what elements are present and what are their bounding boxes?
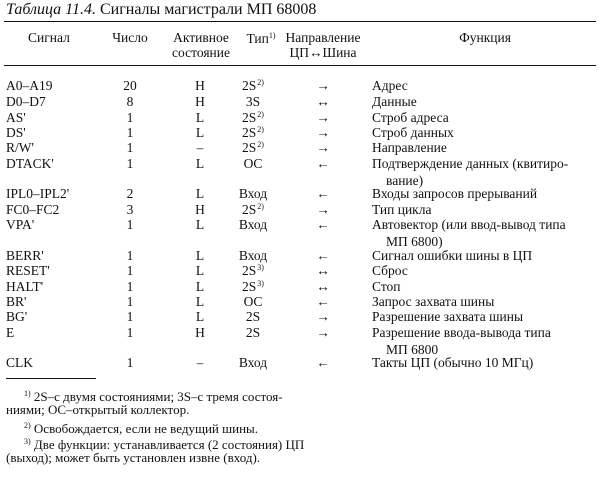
cell-type-value: OC [243, 294, 263, 309]
cell-signal: CLK [6, 355, 33, 370]
header-type-footnote-mark: 1) [268, 31, 276, 40]
cell-signal: A0–A19 [6, 78, 53, 93]
cell-count: 1 [126, 309, 134, 324]
cell-count: 1 [126, 263, 134, 278]
footnote-1-text2: ниями; OC–открытый коллектор. [6, 402, 190, 417]
cell-function: Тип цикла [372, 202, 432, 217]
cell-active: L [195, 156, 205, 171]
cell-direction: → [316, 110, 330, 125]
cell-signal: DS' [6, 125, 26, 140]
cell-active: L [195, 263, 205, 278]
footnote-3-text1: Две функции: устанавливается (2 состояния) ЦП [33, 437, 305, 452]
cell-type-value: 2S [245, 309, 261, 324]
cell-direction: ← [316, 248, 330, 263]
cell-type [228, 156, 278, 172]
cell-active: H [195, 325, 205, 340]
cell-type [228, 325, 278, 341]
cell-signal: D0–D7 [6, 94, 46, 109]
cell-function: Разрешение захвата шины [372, 309, 524, 324]
cell-type-footnote-mark: 2) [257, 202, 264, 211]
cell-function-continued: вание) [386, 173, 424, 188]
cell-signal: HALT' [6, 279, 44, 294]
cell-type-value: Вход [238, 186, 268, 201]
cell-signal: E [6, 325, 15, 340]
cell-function: Входы запросов прерываний [372, 186, 538, 201]
footnote-1-mark: 1) [24, 389, 31, 398]
cell-type-value: 2S [242, 125, 257, 140]
header-signal: Сигнал [28, 30, 70, 45]
cell-type [228, 140, 278, 156]
cell-type-value: OC [243, 156, 263, 171]
cell-type-footnote-mark: 3) [257, 263, 264, 272]
cell-type-value: 2S [242, 78, 257, 93]
cell-signal: RESET' [6, 263, 50, 278]
cell-signal: BG' [6, 309, 28, 324]
cell-type-footnote-mark: 2) [257, 110, 264, 119]
cell-count: 1 [126, 294, 134, 309]
cell-signal: BR' [6, 294, 27, 309]
header-direction-line2: ЦП↔Шина [289, 45, 357, 60]
cell-count: 2 [126, 186, 134, 201]
cell-function: Адрес [372, 78, 408, 93]
cell-direction: ← [316, 217, 330, 232]
table-number: Таблица 11.4. [6, 1, 96, 18]
cell-count: 20 [123, 78, 137, 93]
cell-active: L [195, 125, 205, 140]
cell-function: Данные [372, 94, 417, 109]
header-active [165, 30, 237, 60]
cell-function: Направление [372, 140, 447, 155]
cell-signal: VPA' [6, 217, 35, 232]
cell-count: 1 [126, 110, 134, 125]
cell-type-value: 2S [242, 263, 257, 278]
footnote-3-text2: (выход); может быть установлен извне (вход). [6, 450, 261, 465]
header-rule [4, 65, 596, 66]
cell-signal: AS' [6, 110, 26, 125]
cell-direction: ← [316, 156, 330, 171]
cell-count: 1 [126, 156, 134, 171]
cell-direction: ← [316, 355, 330, 370]
cell-active: H [195, 202, 205, 217]
cell-count: 1 [126, 325, 134, 340]
cell-type [228, 110, 278, 126]
cell-type-value: Вход [238, 217, 268, 232]
cell-count: 1 [126, 279, 134, 294]
cell-type [228, 186, 278, 202]
cell-active: L [195, 248, 205, 263]
cell-active: L [195, 110, 205, 125]
footnote-1-text1: 2S–с двумя состояниями; 3S–с тремя состоя- [33, 389, 283, 404]
cell-type-value: 2S [242, 110, 257, 125]
cell-active: – [196, 140, 204, 155]
table-caption [6, 1, 316, 19]
footnote-3-mark: 3) [24, 437, 31, 446]
cell-function: Стоп [372, 279, 401, 294]
cell-function: Строб адреса [372, 110, 449, 125]
footnote-rule [6, 378, 96, 379]
cell-type-value: 2S [245, 325, 261, 340]
cell-type-footnote-mark: 3) [257, 279, 264, 288]
cell-function: Автовектор (или ввод-вывод типа [372, 217, 566, 232]
cell-type [228, 355, 278, 371]
footnote-2-text: Освобождается, если не ведущий шины. [33, 421, 259, 436]
cell-function: Строб данных [372, 125, 454, 140]
cell-direction: ← [316, 294, 330, 309]
cell-active: – [196, 355, 204, 370]
cell-function: Запрос захвата шины [372, 294, 495, 309]
cell-function: Сброс [372, 263, 408, 278]
header-direction [282, 30, 364, 60]
cell-count: 1 [126, 125, 134, 140]
cell-direction: → [316, 78, 330, 93]
cell-active: L [195, 186, 205, 201]
table-title: Сигналы магистрали МП 68008 [99, 1, 317, 18]
cell-active: L [195, 279, 205, 294]
cell-count: 1 [126, 248, 134, 263]
cell-type-value: 3S [245, 94, 261, 109]
cell-type [228, 202, 278, 218]
cell-signal: BERR' [6, 248, 44, 263]
header-type-label: Тип [246, 31, 269, 46]
cell-type [228, 309, 278, 325]
header-function: Функция [459, 30, 511, 45]
top-rule [4, 21, 596, 22]
cell-type [228, 94, 278, 110]
cell-direction: → [316, 309, 330, 324]
cell-function: Подтверждение данных (квитиро- [372, 156, 569, 171]
cell-active: L [195, 309, 205, 324]
cell-type [228, 294, 278, 310]
cell-type [228, 263, 278, 279]
cell-count: 1 [126, 217, 134, 232]
cell-function: Такты ЦП (обычно 10 МГц) [372, 355, 534, 370]
cell-active: L [195, 294, 205, 309]
header-direction-line1: Направление [285, 30, 361, 45]
cell-active: L [195, 217, 205, 232]
cell-direction: → [316, 202, 330, 217]
cell-type-footnote-mark: 2) [257, 125, 264, 134]
cell-type [228, 78, 278, 94]
cell-active: H [195, 94, 205, 109]
cell-type [228, 279, 278, 295]
cell-function-continued: МП 6800 [386, 342, 439, 357]
cell-type-footnote-mark: 2) [257, 140, 264, 149]
cell-type [228, 248, 278, 264]
cell-count: 1 [126, 140, 134, 155]
cell-type-value: Вход [238, 248, 268, 263]
cell-direction: ↔ [316, 279, 330, 294]
cell-count: 1 [126, 355, 134, 370]
header-type [236, 28, 286, 46]
cell-type-value: Вход [238, 355, 268, 370]
cell-function: Разрешение ввода-вывода типа [372, 325, 551, 340]
cell-type-footnote-mark: 2) [257, 78, 264, 87]
header-active-line1: Активное [173, 30, 229, 45]
cell-type-value: 2S [242, 140, 257, 155]
cell-direction: → [316, 325, 330, 340]
cell-type-value: 2S [242, 279, 257, 294]
cell-count: 3 [126, 202, 134, 217]
cell-direction: ↔ [316, 263, 330, 278]
cell-direction: → [316, 125, 330, 140]
cell-direction: ← [316, 186, 330, 201]
cell-signal: R/W' [6, 140, 34, 155]
cell-direction: → [316, 140, 330, 155]
cell-type [228, 125, 278, 141]
cell-function: Сигнал ошибки шины в ЦП [372, 248, 533, 263]
cell-signal: IPL0–IPL2' [6, 186, 70, 201]
header-active-line2: состояние [172, 45, 230, 60]
cell-type [228, 217, 278, 233]
cell-signal: FC0–FC2 [6, 202, 60, 217]
cell-count: 8 [126, 94, 134, 109]
cell-direction: ↔ [316, 94, 330, 109]
footnote-2-mark: 2) [24, 421, 31, 430]
cell-type-value: 2S [242, 202, 257, 217]
cell-signal: DTACK' [6, 156, 54, 171]
header-count: Число [112, 30, 148, 45]
cell-function-continued: МП 6800) [386, 234, 443, 249]
cell-active: H [195, 78, 205, 93]
